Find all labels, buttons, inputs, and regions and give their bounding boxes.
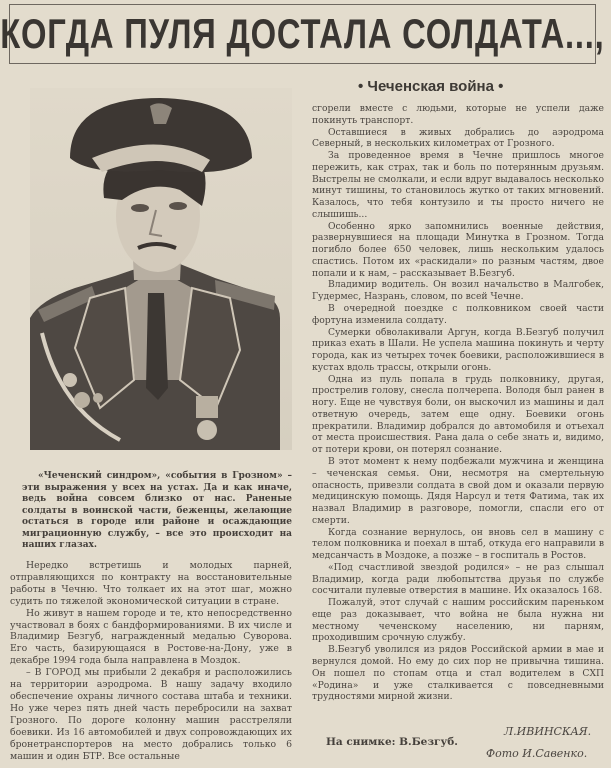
paragraph: Пожалуй, этот случай с нашим российским пареньком еще раз доказывает, что война не была нужна ни местному чеченскому населению, ни парням, проходившим срочную службу. <box>312 597 604 644</box>
headline-frame <box>0 4 605 64</box>
paragraph: Но живут в нашем городе и те, кто непосредственно участвовал в боях с бандформированиями. В их числе и Владимир Безгуб, награжденный медалью Суворова. Его часть, базирующаяся в Ростове-на-Дону, уже в декабре 1994 года была направлена в Моздок. <box>10 607 292 667</box>
right-column <box>312 103 604 703</box>
lead-paragraph <box>22 471 292 552</box>
lead-text: «Чеченский синдром», «события в Грозном» – эти выражения у всех на устах. Да и как иначе, ведь война совсем близко от нас. Раненые солдаты в воинской части, беженцы, желающие остаться в городе или районе и осаждающие миграционную службу, – все это происходит на наших глазах. <box>22 471 292 551</box>
paragraph: – В ГОРОД мы прибыли 2 декабря и расположились на территории аэродрома. В нашу задачу входило обеспечение охраны личного состава штаба и техники. Но уже через пять дней часть перебросили на захват Грозного. По дороге колонну машин расстреляли боевики. Из 16 автомобилей и двух сопровождающих их бронетранспортеров на место добрались только 6 машин и один БТР. Все остальные <box>10 667 292 762</box>
paragraph: За проведенное время в Чечне пришлось многое пережить, как страх, так и боль по потерянным друзьям. Выстрелы не смолкали, и если вдруг выдавалось несколько минут тишины, то становилось жутко от таких мгновений. Казалось, что тебя контузило и ты просто ничего не слышишь... <box>312 150 604 220</box>
author-byline: Л.ИВИНСКАЯ. <box>504 725 592 738</box>
photo-caption: На снимке: В.Безгуб. <box>326 736 458 748</box>
paragraph: «Под счастливой звездой родился» – не раз слышал Владимир, когда ради любопытства друзья по службе сосчитали пулевые отверстия в машине. Их оказалось 168. <box>312 561 604 597</box>
paragraph: Владимир водитель. Он возил начальство в Малгобек, Гудермес, Назрань, словом, по всей Чечне. <box>312 279 604 303</box>
paragraph: В этот момент к нему подбежали мужчина и женщина – чеченская семья. Они, несмотря на смертельную опасность, привезли солдата в свой дом и оказали первую медицинскую помощь. Дядя Нарсул и тетя Фатима, так их назвал Владимир в разговоре, помогли, спасли его от смерти. <box>312 455 604 526</box>
photo-credit: Фото И.Савенко. <box>486 747 588 760</box>
paragraph: Одна из пуль попала в грудь полковнику, другая, прострелив голову, снесла полчерепа. Володя был ранен в ногу. Еще не чувствуя боли, он выскочил из машины и дал ответную очередь, затем еще одну. Боевики огонь прекратили. Владимир добрался до автомобиля и отъехал от места происшествия. Рана дала о себе знать и, видимо, от потери крови, он потерял сознание. <box>312 373 604 456</box>
headline: КОГДА ПУЛЯ ДОСТАЛА СОЛДАТА..., <box>0 10 605 57</box>
paragraph: сгорели вместе с людьми, которые не успели даже покинуть транспорт. <box>312 103 604 126</box>
soldier-photo <box>30 88 292 450</box>
rubric: • Чеченская война • <box>358 78 504 95</box>
paragraph: Оставшиеся в живых добрались до аэродрома Северный, в нескольких километрах от Грозного. <box>312 126 604 150</box>
paragraph: В.Безгуб уволился из рядов Российской армии в мае и вернулся домой. Но ему до сих пор не привычна тишина. Он пошел по стопам отца и стал водителем в СХП «Родина» и уже сталкивается с повседневными трудностями мирной жизни. <box>312 644 604 703</box>
paragraph: Когда сознание вернулось, он вновь сел в машину с телом полковника и поехал в штаб, откуда его направили в медсанчасть в Моздоке, а позже – в госпиталь в Ростов. <box>312 526 604 562</box>
paragraph: Сумерки обволакивали Аргун, когда В.Безгуб получил приказ ехать в Шали. Не успела машина покинуть и черту города, как из четырех точек боевики, расположившиеся в кустах вдоль трассы, открыли огонь. <box>312 326 604 373</box>
paragraph: В очередной поездке с полковником своей части фортуна изменила солдату. <box>312 303 604 326</box>
paragraph: Особенно ярко запомнились военные действия, развернувшиеся на площади Минутка в Грозном. Тогда погибло более 650 человек, лишь нескольким удалось спастись. Потом их «раскидали» по разным частям, двое попали и к нам, – рассказывает В.Безгуб. <box>312 220 604 279</box>
left-column <box>10 560 292 762</box>
paragraph: Нередко встретишь и молодых парней, отправляющихся по контракту на восстановительные работы в Чечню. Что толкает их на этот шаг, можно судить по тяжелой экономической ситуации в стране. <box>10 560 292 607</box>
